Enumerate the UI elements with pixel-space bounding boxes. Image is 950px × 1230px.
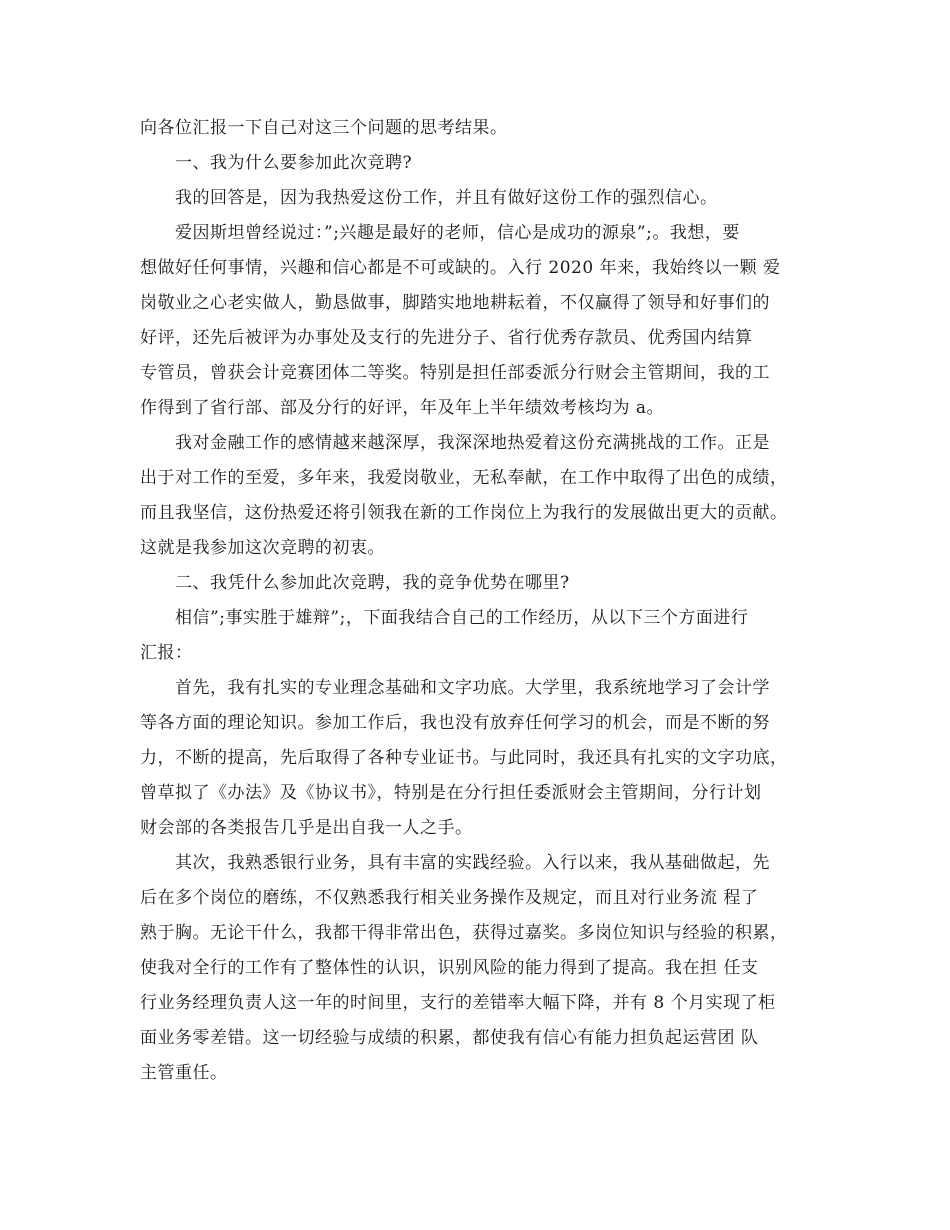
text-line: 岗敬业之心老实做人，勤恳做事，脚踏实地地耕耘着，不仅赢得了领导和好事们的 bbox=[140, 293, 770, 313]
text-line: 其次，我熟悉银行业务，具有丰富的实践经验。入行以来，我从基础做起，先 bbox=[175, 853, 770, 873]
text-line: 汇报： bbox=[140, 643, 193, 663]
text-line: 使我对全行的工作有了整体性的认识，识别风险的能力得到了提高。我在担 任支 bbox=[140, 958, 759, 978]
text-line: 后在多个岗位的磨练，不仅熟悉我行相关业务操作及规定，而且对行业务流 程了 bbox=[140, 888, 759, 908]
text-line: 这就是我参加这次竞聘的初衷。 bbox=[140, 538, 385, 558]
text-line: 爱因斯坦曾经说过：”;兴趣是最好的老师，信心是成功的源泉”;。我想，要 bbox=[175, 223, 740, 243]
section-heading: 二、我凭什么参加此次竞聘，我的竞争优势在哪里? bbox=[175, 573, 570, 593]
text-line: 专管员，曾获会计竞赛团体二等奖。特别是担任部委派分行财会主管期间，我的工 bbox=[140, 363, 770, 383]
text-line: 而且我坚信，这份热爱还将引领我在新的工作岗位上为我行的发展做出更大的贡献。 bbox=[140, 503, 788, 523]
text-line: 熟于胸。无论干什么，我都干得非常出色，获得过嘉奖。多岗位知识与经验的积累， bbox=[140, 923, 788, 943]
text-line: 向各位汇报一下自己对这三个问题的思考结果。 bbox=[140, 118, 508, 138]
text-line: 等各方面的理论知识。参加工作后，我也没有放弃任何学习的机会，而是不断的努 bbox=[140, 713, 770, 733]
text-line: 曾草拟了《办法》及《协议书》，特别是在分行担任委派财会主管期间，分行计划 bbox=[140, 783, 762, 803]
text-line: 作得到了省行部、部及分行的好评，年及年上半年绩效考核均为 a。 bbox=[140, 398, 665, 418]
text-line: 财会部的各类报告几乎是出自我一人之手。 bbox=[140, 818, 473, 838]
text-line: 力，不断的提高，先后取得了各种专业证书。与此同时，我还具有扎实的文字功底， bbox=[140, 748, 788, 768]
text-line: 想做好任何事情，兴趣和信心都是不可或缺的。入行 2020 年来，我始终以一颗 爱 bbox=[140, 258, 781, 278]
text-line: 首先，我有扎实的专业理念基础和文字功底。大学里，我系统地学习了会计学 bbox=[175, 678, 770, 698]
text-line: 我的回答是，因为我热爱这份工作，并且有做好这份工作的强烈信心。 bbox=[175, 188, 718, 208]
text-line: 行业务经理负责人这一年的时间里，支行的差错率大幅下降，并有 8 个月实现了柜 bbox=[140, 993, 776, 1013]
text-line: 我对金融工作的感情越来越深厚，我深深地热爱着这份充满挑战的工作。正是 bbox=[175, 433, 770, 453]
text-line: 相信”;事实胜于雄辩”;，下面我结合自己的工作经历，从以下三个方面进行 bbox=[175, 608, 749, 628]
text-line: 出于对工作的至爱，多年来，我爱岗敬业，无私奉献，在工作中取得了出色的成绩， bbox=[140, 468, 788, 488]
text-line: 主管重任。 bbox=[140, 1063, 228, 1083]
text-line: 好评，还先后被评为办事处及支行的先进分子、省行优秀存款员、优秀国内结算 bbox=[140, 328, 753, 348]
section-heading: 一、我为什么要参加此次竞聘? bbox=[175, 153, 413, 173]
text-line: 面业务零差错。这一切经验与成绩的积累，都使我有信心有能力担负起运营团 队 bbox=[140, 1028, 759, 1048]
